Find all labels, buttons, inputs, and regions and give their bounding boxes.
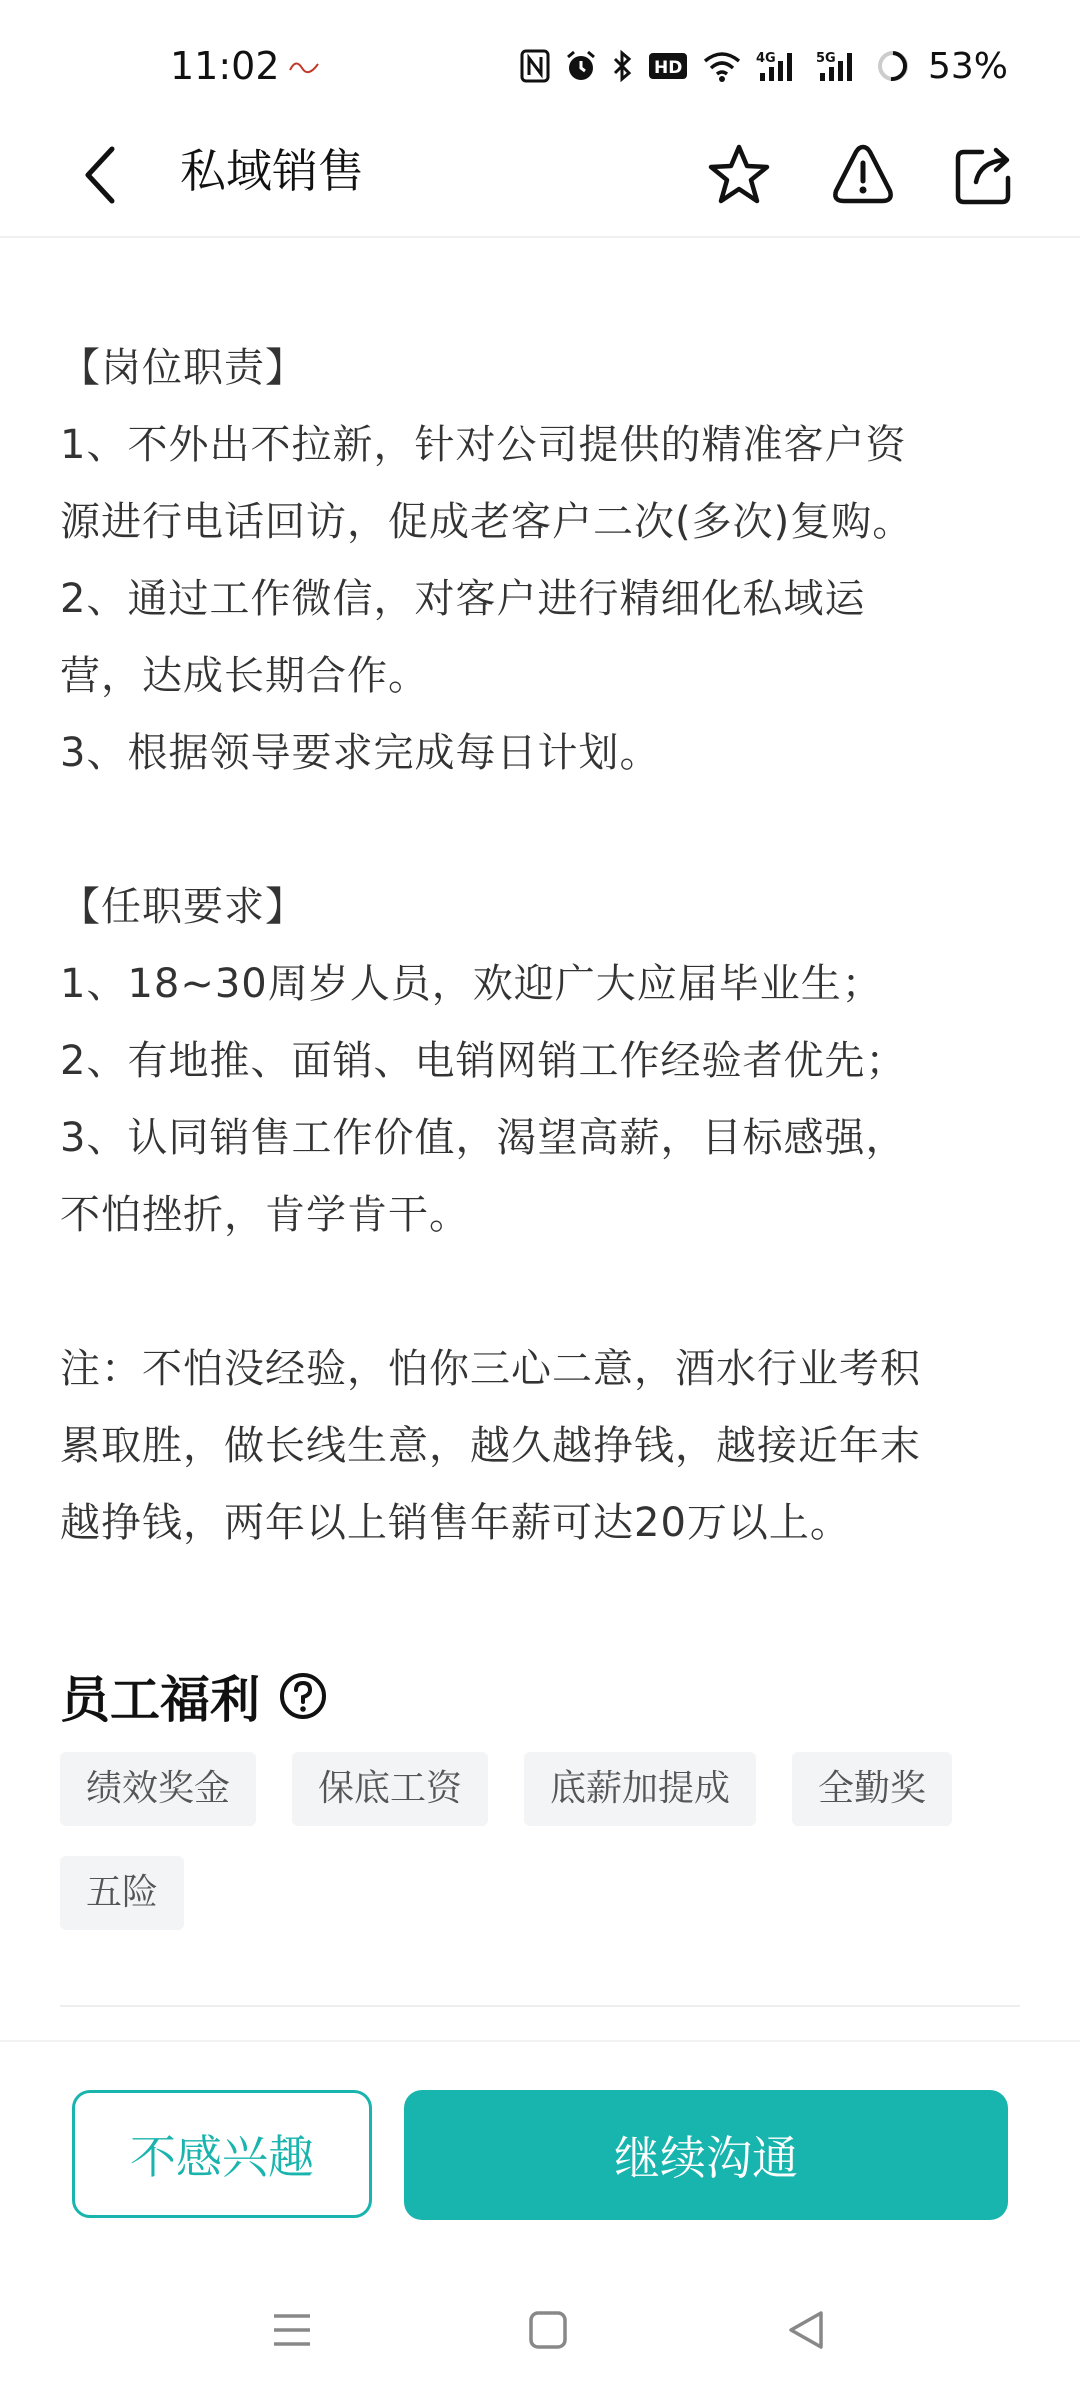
continue-chat-button[interactable]: 继续沟通 [404, 2090, 1008, 2220]
triangle-back-icon [785, 2309, 827, 2351]
benefit-tag: 底薪加提成 [524, 1752, 756, 1826]
alarm-icon [564, 49, 598, 83]
signal-5g-icon [816, 49, 862, 83]
hd-icon [648, 52, 688, 80]
menu-icon [272, 2310, 312, 2350]
benefit-tag: 全勤奖 [792, 1752, 952, 1826]
description-line: 2、通过工作微信，对客户进行精细化私域运 [60, 576, 866, 622]
svg-text:HD: HD [653, 58, 683, 78]
note-line: 累取胜，做长线生意，越久越挣钱，越接近年末 [60, 1423, 921, 1469]
star-icon [706, 143, 772, 207]
back-button[interactable] [60, 130, 140, 220]
benefits-title: 员工福利 [60, 1671, 260, 1729]
share-button[interactable] [938, 130, 1028, 220]
wifi-icon [702, 50, 742, 82]
description-line: 3、根据领导要求完成每日计划。 [60, 730, 661, 776]
system-back-button[interactable] [766, 2290, 846, 2370]
warning-icon [830, 143, 896, 207]
section-heading-duties: 【岗位职责】 [60, 345, 306, 391]
status-time: 11:02 [170, 44, 280, 88]
header-bar [0, 110, 1080, 238]
svg-text:4G: 4G [755, 51, 776, 66]
benefit-tag: 保底工资 [292, 1752, 488, 1826]
page-title: 私域销售 [180, 144, 364, 198]
section-heading-requirements: 【任职要求】 [60, 884, 306, 930]
status-icons [520, 44, 1008, 88]
system-nav-bar [0, 2270, 1080, 2400]
bluetooth-icon [612, 49, 634, 83]
benefit-tag: 五险 [60, 1856, 184, 1930]
note-line: 越挣钱，两年以上销售年薪可达20万以上。 [60, 1500, 851, 1546]
battery-icon [876, 49, 910, 83]
help-icon[interactable] [278, 1671, 328, 1721]
back-arrow-icon [80, 143, 120, 207]
description-line: 不怕挫折，肯学肯干。 [60, 1192, 470, 1238]
job-description [60, 330, 1020, 1562]
paragraph-spacer [60, 1254, 1020, 1331]
not-interested-button[interactable]: 不感兴趣 [72, 2090, 372, 2218]
signal-4g-icon [756, 49, 802, 83]
home-square-icon [527, 2309, 569, 2351]
benefit-tags [60, 1752, 1020, 1930]
app-notification-icon [288, 56, 320, 76]
description-line: 1、不外出不拉新，针对公司提供的精准客户资 [60, 422, 907, 468]
action-bar [0, 2040, 1080, 2240]
nfc-icon [520, 49, 550, 83]
battery-percent: 53% [927, 45, 1008, 87]
home-button[interactable] [508, 2290, 588, 2370]
paragraph-spacer [60, 792, 1020, 869]
note-line: 注：不怕没经验，怕你三心二意，酒水行业考积 [60, 1346, 921, 1392]
report-button[interactable] [818, 130, 908, 220]
benefits-heading [60, 1660, 328, 1732]
divider [60, 2005, 1020, 2007]
benefit-tag: 绩效奖金 [60, 1752, 256, 1826]
description-line: 源进行电话回访，促成老客户二次(多次)复购。 [60, 499, 914, 545]
svg-text:5G: 5G [815, 51, 836, 66]
description-line: 2、有地推、面销、电销网销工作经验者优先； [60, 1038, 907, 1084]
description-line: 营，达成长期合作。 [60, 653, 429, 699]
recent-apps-button[interactable] [252, 2290, 332, 2370]
description-line: 1、18~30周岁人员，欢迎广大应届毕业生； [60, 961, 883, 1007]
favorite-button[interactable] [694, 130, 784, 220]
description-line: 3、认同销售工作价值，渴望高薪，目标感强， [60, 1115, 907, 1161]
share-icon [952, 144, 1014, 206]
